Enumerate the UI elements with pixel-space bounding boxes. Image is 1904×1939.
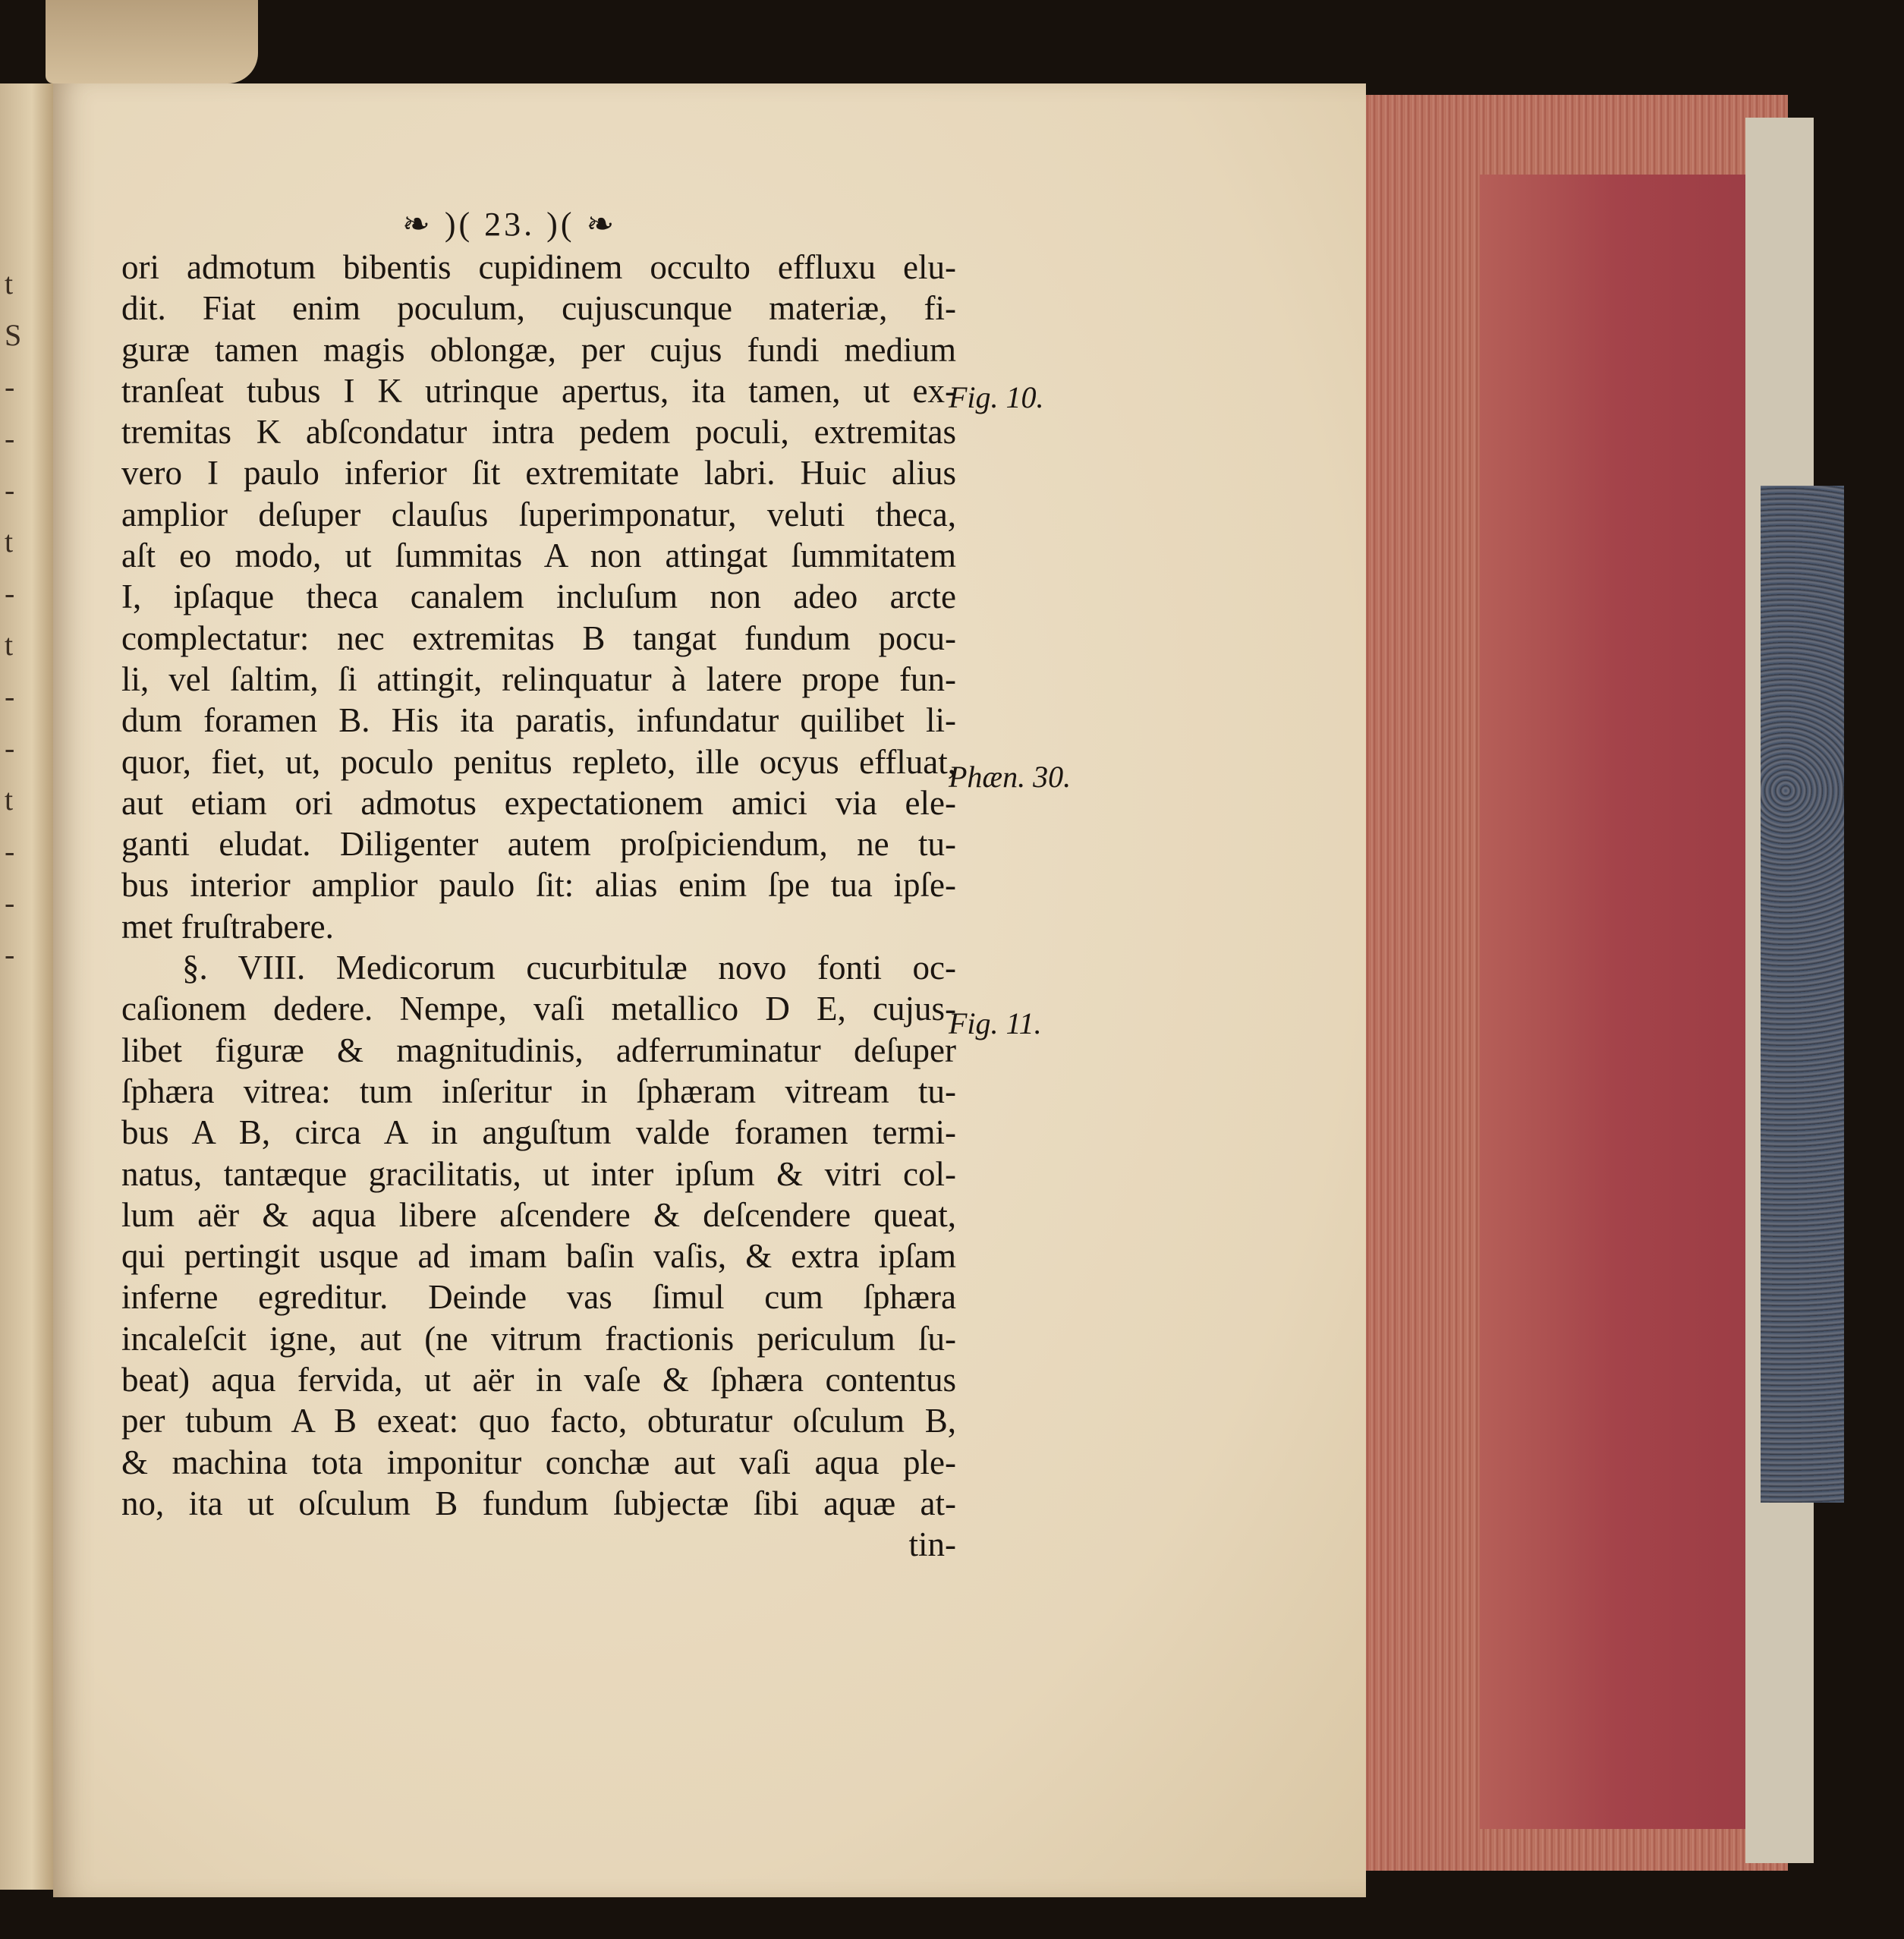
text-line: tremitas K abſcondatur intra pedem poculi, extremitas (121, 413, 956, 452)
text-line: met fruſtrabere. (121, 907, 334, 946)
text-line: & machina tota imponitur conchæ aut vaſi aqua ple- (121, 1443, 956, 1481)
text-line: ganti eludat. Diligenter autem proſpiciendum, ne tu- (121, 825, 956, 864)
text-line: guræ tamen magis oblongæ, per cujus fundi medium (121, 330, 956, 369)
text-line: ori admotum bibentis cupidinem occulto effluxu elu- (121, 248, 956, 286)
text-line: lum aër & aqua libere aſcendere & deſcendere queat, (121, 1195, 956, 1234)
text-line: qui pertingit usque ad imam baſin vaſis, & extra ipſam (121, 1237, 956, 1276)
left-page-edge (0, 83, 53, 1890)
margin-note-phaen-30: Phæn. 30. (949, 760, 1072, 794)
text-line: inferne egreditur. Deinde vas ſimul cum ſphæra (121, 1278, 956, 1317)
text-line: bus A B, circa A in anguſtum valde foramen termi- (121, 1113, 956, 1152)
text-line: ſphæra vitrea: tum inſeritur in ſphæram vitream tu- (121, 1072, 956, 1110)
running-header: ❧ )( 23. )( ❧ (402, 206, 618, 243)
margin-note-fig-11: Fig. 11. (949, 1006, 1042, 1040)
left-page-marks: t S - - - t - t - - t - - - (5, 266, 22, 971)
text-line: per tubum A B exeat: quo facto, obturatur oſculum B, (121, 1402, 956, 1440)
text-line: bus interior amplior paulo ſit: alias enim ſpe tua ipſe- (121, 866, 956, 905)
text-line: incaleſcit igne, aut (ne vitrum fractionis periculum ſu- (121, 1319, 956, 1358)
text-line: dum foramen B. His ita paratis, infundatur quilibet li- (121, 701, 956, 740)
text-line: caſionem dedere. Nempe, vaſi metallico D E, cujus- (121, 990, 956, 1028)
text-line: quor, fiet, ut, poculo penitus repleto, ille ocyus effluat, (121, 742, 956, 781)
text-line: libet figuræ & magnitudinis, adferruminatur deſuper (121, 1031, 956, 1069)
body-text (121, 247, 956, 1566)
text-line: natus, tantæque gracilitatis, ut inter ipſum & vitri col- (121, 1154, 956, 1193)
torn-paper (46, 0, 258, 83)
red-page-edges (1480, 175, 1753, 1829)
text-line: amplior deſuper clauſus ſuperimponatur, veluti theca, (121, 495, 956, 534)
margin-note-fig-10: Fig. 10. (949, 380, 1044, 414)
text-line: dit. Fiat enim poculum, cujuscunque materiæ, fi- (121, 289, 956, 328)
marbled-cover (1761, 486, 1844, 1503)
text-line: tranſeat tubus I K utrinque apertus, ita tamen, ut ex- (121, 371, 956, 410)
catchword: tin- (908, 1525, 956, 1564)
text-line: aut etiam ori admotus expectationem amici via ele- (121, 783, 956, 822)
text-line: li, vel ſaltim, ſi attingit, relinquatur à latere prope fun- (121, 659, 956, 698)
text-line: no, ita ut oſculum B fundum ſubjectæ ſibi aquæ at- (121, 1484, 956, 1522)
text-line: §. VIII. Medicorum cucurbitulæ novo fonti oc- (182, 949, 956, 987)
text-line: aſt eo modo, ut ſummitas A non attingat ſummitatem (121, 537, 956, 575)
text-line: vero I paulo inferior ſit extremitate labri. Huic alius (121, 454, 956, 493)
text-line: beat) aqua fervida, ut aër in vaſe & ſphæra contentus (121, 1361, 956, 1399)
text-line: complectatur: nec extremitas B tangat fundum pocu- (121, 619, 956, 657)
text-line: I, ipſaque theca canalem incluſum non adeo arcte (121, 578, 956, 616)
